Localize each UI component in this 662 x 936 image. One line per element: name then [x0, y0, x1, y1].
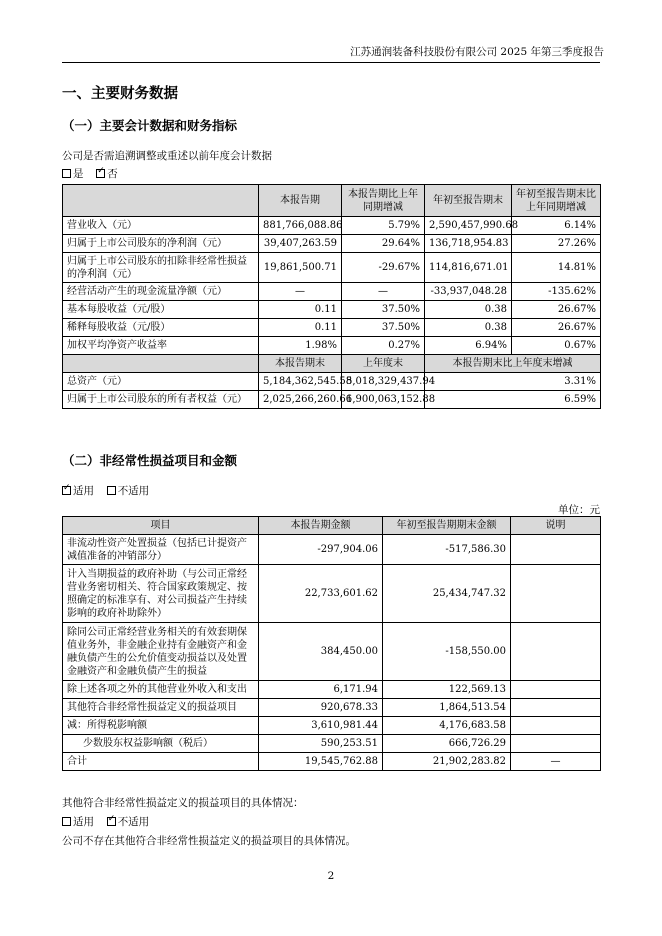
cell-value: —	[511, 753, 601, 771]
cell-value: 0.67%	[512, 337, 601, 355]
cell-value: —	[259, 283, 342, 301]
table-row	[63, 717, 601, 735]
header-cell: 年初至报告期期末金额	[383, 517, 511, 535]
header-cell: 本报告期比上年同期增减	[342, 185, 425, 217]
table-header-row	[63, 185, 601, 217]
cell-value: -135.62%	[512, 283, 601, 301]
checkbox-yes	[62, 169, 71, 178]
page-number: 2	[327, 870, 335, 882]
cell-value: 14.81%	[512, 253, 601, 283]
table-row	[63, 699, 601, 717]
row-label: 营业收入（元）	[63, 217, 259, 235]
header-cell: 上年度末	[342, 355, 425, 373]
header-cell: 本报告期末	[259, 355, 342, 373]
cell-value: 22,733,601.62	[259, 565, 383, 623]
cell-value: 5,018,329,437.94	[342, 373, 425, 391]
report-header: 江苏通润装备科技股份有限公司 2025 年第三季度报告	[350, 46, 604, 58]
cell-value: 114,816,671.01	[425, 253, 512, 283]
header-cell: 年初至报告期末比上年同期增减	[512, 185, 601, 217]
row-label: 归属于上市公司股东的净利润（元）	[63, 235, 259, 253]
option-not-apply-label: 不适用	[117, 485, 150, 497]
cell-value	[511, 535, 601, 565]
conclusion-text: 公司不存在其他符合非经常性损益定义的损益项目的具体情况。	[62, 835, 356, 847]
cell-value	[511, 699, 601, 717]
unit-label: 单位：元	[558, 504, 600, 516]
table-row	[63, 319, 601, 337]
cell-value: 0.11	[259, 319, 342, 337]
cell-value: 21,902,283.82	[383, 753, 511, 771]
cell-value: -33,937,048.28	[425, 283, 512, 301]
cell-value: 26.67%	[512, 319, 601, 337]
table-header-row	[63, 517, 601, 535]
cell-value: 0.11	[259, 301, 342, 319]
cell-value: 37.50%	[342, 301, 425, 319]
cell-value: 1.98%	[259, 337, 342, 355]
restate-question: 公司是否需追溯调整或重述以前年度会计数据	[62, 150, 272, 162]
table-row	[63, 283, 601, 301]
cell-value: -29.67%	[342, 253, 425, 283]
header-cell: 本报告期	[259, 185, 342, 217]
table-header-row-2	[63, 355, 601, 373]
cell-value: 881,766,088.86	[259, 217, 342, 235]
cell-value: 0.27%	[342, 337, 425, 355]
table-row	[63, 565, 601, 623]
cell-value: 26.67%	[512, 301, 601, 319]
table-row	[63, 373, 601, 391]
cell-value: 5.79%	[342, 217, 425, 235]
cell-value: 27.26%	[512, 235, 601, 253]
table-row	[63, 337, 601, 355]
checkbox-apply	[62, 486, 71, 495]
row-label: 减：所得税影响额	[63, 717, 259, 735]
option-yes-label: 是	[73, 168, 84, 180]
non-recurring-table	[62, 516, 601, 771]
cell-value: 5,184,362,545.58	[259, 373, 342, 391]
cell-value: 6,171.94	[259, 681, 383, 699]
header-cell: 本报告期末比上年度末增减	[425, 355, 601, 373]
row-label: 总资产（元）	[63, 373, 259, 391]
checkbox-apply-2	[62, 817, 71, 826]
cell-value: 666,726.29	[383, 735, 511, 753]
cell-value	[511, 623, 601, 681]
row-label: 除上述各项之外的其他营业外收入和支出	[63, 681, 259, 699]
row-label: 少数股东权益影响额（税后）	[63, 735, 259, 753]
table-row	[63, 535, 601, 565]
table-row	[63, 623, 601, 681]
section-title: 一、主要财务数据	[62, 85, 178, 102]
header-cell: 项目	[63, 517, 259, 535]
row-label: 合计	[63, 753, 259, 771]
cell-value: 1,864,513.54	[383, 699, 511, 717]
cell-value: 3.31%	[425, 373, 601, 391]
cell-value: -517,586.30	[383, 535, 511, 565]
row-label: 经营活动产生的现金流量净额（元）	[63, 283, 259, 301]
option-no-label: 否	[107, 168, 118, 180]
row-label: 稀释每股收益（元/股）	[63, 319, 259, 337]
cell-value: -158,550.00	[383, 623, 511, 681]
cell-value: —	[342, 283, 425, 301]
subsection-title-1: （一）主要会计数据和财务指标	[62, 118, 238, 133]
cell-value	[511, 735, 601, 753]
cell-value: 19,861,500.71	[259, 253, 342, 283]
table-row	[63, 735, 601, 753]
cell-value: 920,678.33	[259, 699, 383, 717]
cell-value: -297,904.06	[259, 535, 383, 565]
table-row	[63, 681, 601, 699]
cell-value: 25,434,747.32	[383, 565, 511, 623]
cell-value: 6.14%	[512, 217, 601, 235]
row-label: 基本每股收益（元/股）	[63, 301, 259, 319]
header-cell	[63, 355, 259, 373]
table-row	[63, 217, 601, 235]
option-not-apply-label-2: 不适用	[117, 816, 150, 828]
other-items-description: 其他符合非经常性损益定义的损益项目的具体情况：	[62, 797, 304, 809]
cell-value: 1,900,063,152.88	[342, 391, 425, 409]
header-divider	[62, 62, 600, 63]
cell-value: 6.94%	[425, 337, 512, 355]
subsection-title-2: （二）非经常性损益项目和金额	[62, 453, 238, 468]
header-cell	[63, 185, 259, 217]
cell-value: 384,450.00	[259, 623, 383, 681]
cell-value: 136,718,954.83	[425, 235, 512, 253]
row-label: 其他符合非经常性损益定义的损益项目	[63, 699, 259, 717]
table-row	[63, 391, 601, 409]
financial-data-table	[62, 184, 601, 409]
cell-value: 37.50%	[342, 319, 425, 337]
apply-options	[62, 483, 149, 498]
cell-value: 0.38	[425, 301, 512, 319]
table-total-row	[63, 753, 601, 771]
restate-options	[62, 166, 118, 181]
checkbox-not-apply-2	[107, 817, 116, 826]
checkbox-not-apply	[107, 486, 116, 495]
header-cell: 本报告期金额	[259, 517, 383, 535]
cell-value: 0.38	[425, 319, 512, 337]
cell-value: 2,590,457,990.68	[425, 217, 512, 235]
row-label: 归属于上市公司股东的所有者权益（元）	[63, 391, 259, 409]
table-row	[63, 253, 601, 283]
row-label: 归属于上市公司股东的扣除非经常性损益的净利润（元）	[63, 253, 259, 283]
cell-value: 122,569.13	[383, 681, 511, 699]
cell-value: 2,025,266,260.66	[259, 391, 342, 409]
cell-value: 39,407,263.59	[259, 235, 342, 253]
row-label: 计入当期损益的政府补助（与公司正常经营业务密切相关、符合国家政策规定、按照确定的标准享有、对公司损益产生持续影响的政府补助除外）	[63, 565, 259, 623]
other-apply-options	[62, 814, 149, 829]
row-label: 非流动性资产处置损益（包括已计提资产减值准备的冲销部分）	[63, 535, 259, 565]
table-row	[63, 235, 601, 253]
cell-value	[511, 565, 601, 623]
table-row	[63, 301, 601, 319]
cell-value: 29.64%	[342, 235, 425, 253]
header-cell: 年初至报告期末	[425, 185, 512, 217]
cell-value: 590,253.51	[259, 735, 383, 753]
option-apply-label: 适用	[73, 485, 94, 497]
row-label: 除同公司正常经营业务相关的有效套期保值业务外，非金融企业持有金融资产和金融负债产生的公允价值变动损益以及处置金融资产和金融负债产生的损益	[63, 623, 259, 681]
checkbox-no	[96, 169, 105, 178]
cell-value	[511, 717, 601, 735]
cell-value	[511, 681, 601, 699]
cell-value: 3,610,981.44	[259, 717, 383, 735]
cell-value: 4,176,683.58	[383, 717, 511, 735]
row-label: 加权平均净资产收益率	[63, 337, 259, 355]
header-cell: 说明	[511, 517, 601, 535]
option-apply-label-2: 适用	[73, 816, 94, 828]
cell-value: 6.59%	[425, 391, 601, 409]
cell-value: 19,545,762.88	[259, 753, 383, 771]
